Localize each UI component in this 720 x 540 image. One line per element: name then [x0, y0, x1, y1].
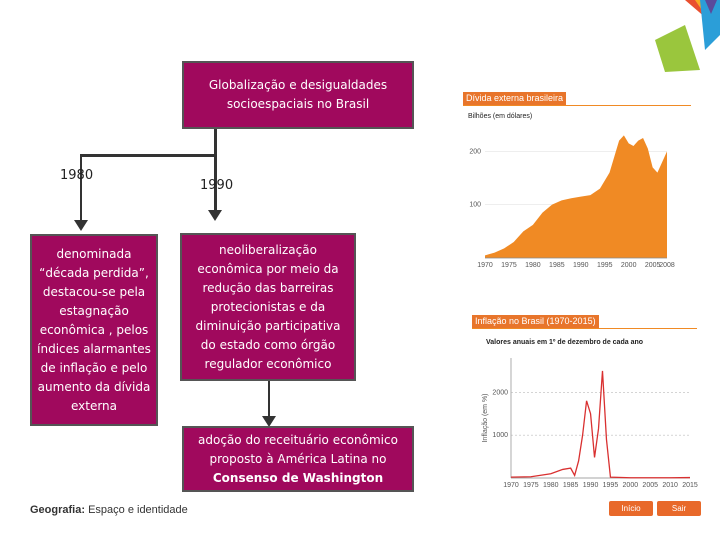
corner-decoration: [655, 0, 720, 80]
inflation-ylabel: Inflação (em %): [482, 393, 489, 443]
inflation-xtick-label: 1985: [562, 482, 579, 489]
box-consequence: [182, 426, 414, 492]
debt-xtick-label: 1995: [596, 262, 613, 269]
inflation-line: [511, 371, 690, 478]
connector-horizontal: [80, 154, 217, 157]
debt-xtick-label: 1980: [525, 262, 541, 269]
box-1990-text: neoliberalização econômica por meio da redução das barreiras protecionistas e da diminuição participativa do estado como órgão regulador econômico: [195, 242, 341, 371]
chart-inflation-title: Inflação no Brasil (1970-2015): [472, 315, 599, 328]
inflation-xtick-label: 2000: [622, 482, 639, 489]
inflation-xtick-label: 2005: [642, 482, 659, 489]
diagram-title: Globalização e desigualdades socioespaciais no Brasil: [208, 78, 388, 111]
footer-subject: Geografia:: [30, 504, 86, 516]
year-1980: 1980: [60, 168, 94, 183]
footer-book: Espaço e identidade: [88, 504, 188, 516]
inflation-ytick-label: 1000: [492, 432, 508, 440]
diagram-title-box: [182, 61, 414, 129]
arrow-left-head: [74, 220, 88, 232]
start-button[interactable]: Início: [609, 501, 653, 516]
inflation-ytick-label: 2000: [492, 389, 508, 397]
arrow-right-head: [208, 210, 222, 222]
debt-ytick-label: 200: [469, 148, 481, 156]
debt-xtick-label: 2005: [644, 262, 661, 269]
box-1980-text: denominada “década perdida”, destacou-se pela estagnação econômica , pelos índices alarmantes de inflação e pelo aumento da dívida externa: [37, 246, 151, 413]
box-1990: [180, 233, 356, 381]
chart-debt-title: Dívida externa brasileira: [463, 92, 566, 105]
debt-xtick-label: 2000: [620, 262, 637, 269]
inflation-xtick-label: 1995: [602, 482, 619, 489]
inflation-xtick-label: 1975: [523, 482, 539, 489]
exit-button[interactable]: Sair: [657, 501, 701, 516]
debt-xtick-label: 1990: [573, 262, 589, 269]
connector-left-down: [80, 154, 82, 224]
chart-inflation-rule: [472, 328, 697, 329]
box-consequence-emphasis: Consenso de Washington: [212, 470, 384, 485]
box-consequence-text: adoção do receituário econômico proposto à América Latina no: [198, 432, 398, 466]
inflation-xtick-label: 1980: [542, 482, 559, 489]
inflation-xtick-label: 2010: [662, 482, 678, 489]
chart-debt-ylabel: Bilhões (em dólares): [468, 113, 533, 120]
debt-xtick-label: 1970: [477, 262, 493, 269]
chart-inflation: [475, 350, 700, 490]
year-1990: 1990: [200, 178, 234, 193]
connector-bottom: [268, 381, 270, 421]
debt-xtick-label: 1975: [501, 262, 517, 269]
chart-inflation-subtitle: Valores anuais em 1º de dezembro de cada ano: [486, 339, 644, 346]
footer-book-title: [30, 504, 188, 516]
debt-xtick-label: 2008: [659, 262, 675, 269]
debt-xtick-label: 1985: [549, 262, 565, 269]
inflation-xtick-label: 2015: [682, 482, 698, 489]
inflation-xtick-label: 1970: [503, 482, 519, 489]
debt-area: [485, 135, 667, 258]
connector-vertical-top: [214, 129, 217, 156]
inflation-xtick-label: 1990: [582, 482, 599, 489]
debt-ytick-label: 100: [469, 201, 481, 209]
chart-debt-rule: [463, 105, 691, 106]
box-1980: [30, 234, 158, 426]
chart-debt: [455, 120, 680, 275]
